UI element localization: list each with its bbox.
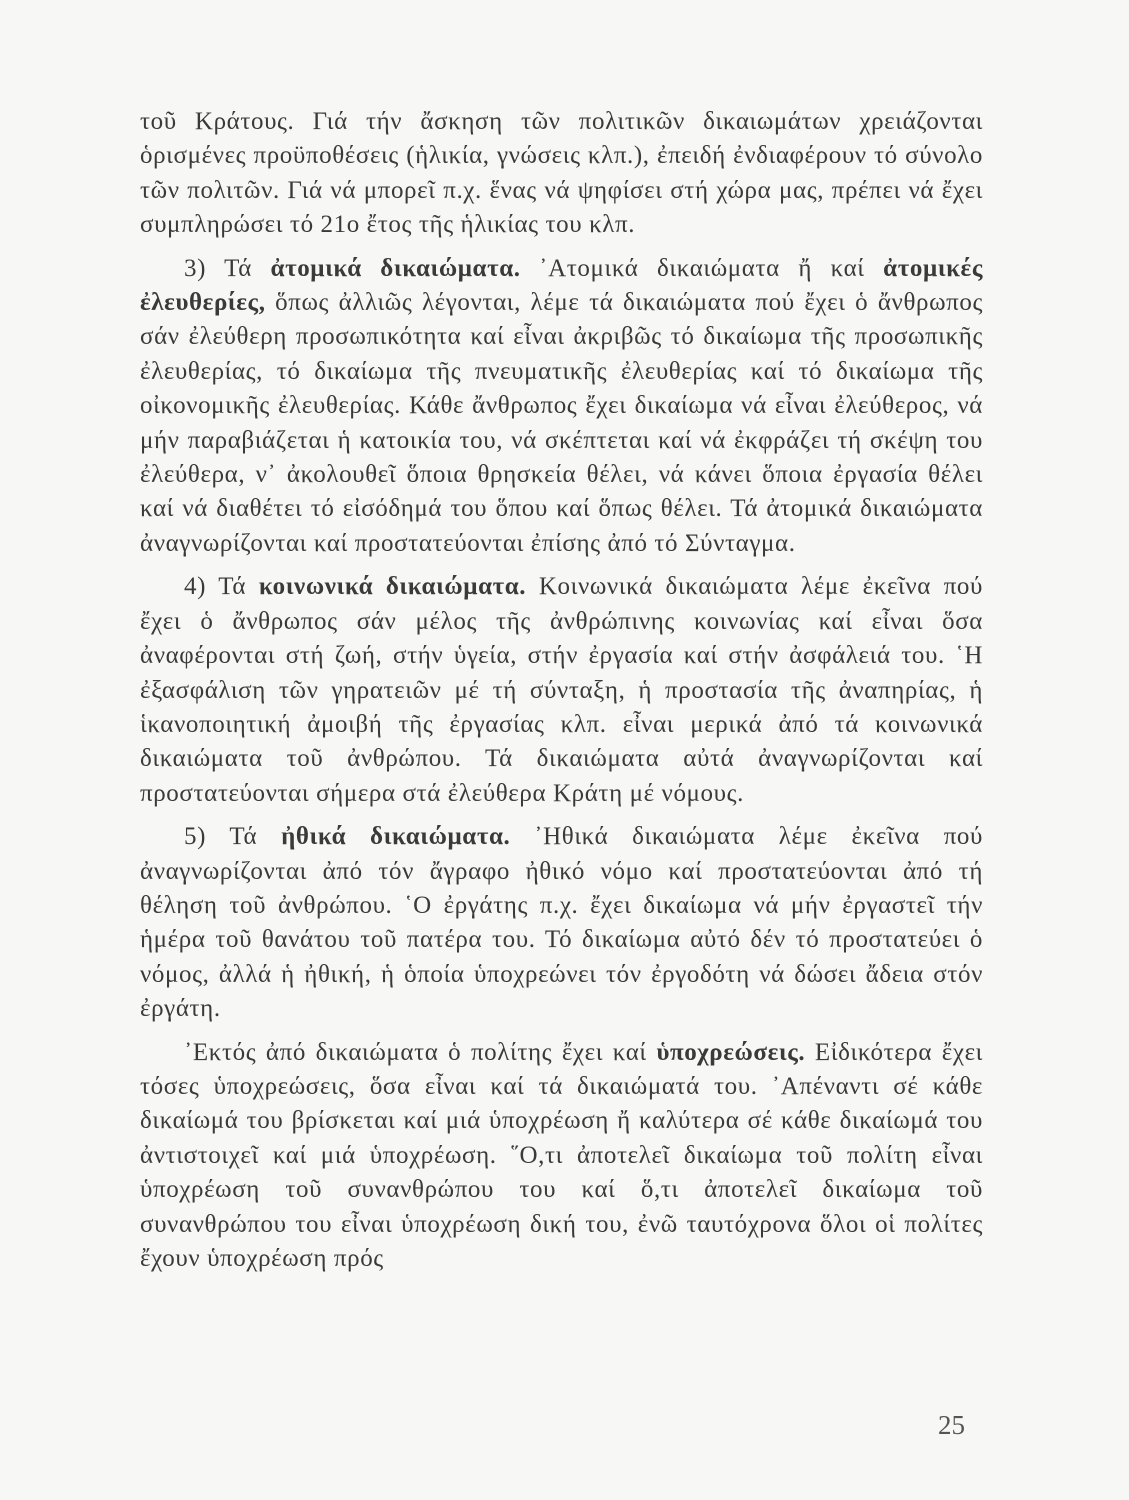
text-run: Κοινωνικά δικαιώματα λέμε ἐκεῖνα πού ἔχει ὁ ἄνθρωπος σάν μέλος τῆς ἀνθρώπινης κοινωνίας καί εἶναι ὅσα ἀναφέρονται στή ζωή, στήν ὑγεία, στήν ἐργασία καί στήν ἀσφάλειά του. ῾Η ἐξασφάλιση τῶν γηρατειῶν μέ τή σύνταξη, ἡ προστασία τῆς ἀναπηρίας, ἡ ἱκανοποιητική ἀμοιβή τῆς ἐργασίας κλπ. εἶναι μερικά ἀπό τά κοινωνικά δικαιώματα τοῦ ἀνθρώπου. Τά δικαιώματα αὐτά ἀναγνωρίζονται καί προστατεύονται σήμερα στά ἐλεύθερα Κράτη μέ νόμους. [140, 573, 983, 807]
paragraph-individual-rights [140, 252, 983, 562]
text-run: 3) Τά [184, 254, 271, 282]
term-individual-freedoms: ἀτομικές ἐλευθερίες, [140, 254, 983, 317]
text-run: ᾿Ατομικά δικαιώματα ἤ καί [520, 254, 884, 282]
text-run: Εἰδικότερα ἔχει τόσες ὑποχρεώσεις, ὅσα εἶναι καί τά δικαιώματά του. ᾿Απέναντι σέ κάθε δικαίωμά του βρίσκεται καί μιά ὑποχρέωση ἤ καλύτερα σέ κάθε δικαίωμά του ἀντιστοιχεῖ καί μιά ὑποχρέωση. ῞Ο,τι ἀποτελεῖ δικαίωμα τοῦ πολίτη εἶναι ὑποχρέωση τοῦ συνανθρώπου του καί ὅ,τι ἀποτελεῖ δικαίωμα τοῦ συνανθρώπου του εἶναι ὑποχρέωση δική του, ἐνῶ ταυτόχρονα ὅλοι οἱ πολίτες ἔχουν ὑποχρέωση πρός [140, 1038, 983, 1272]
body-text [140, 105, 983, 1285]
text-run: ὅπως ἀλλιῶς λέγονται, λέμε τά δικαιώματα πού ἔχει ὁ ἄνθρωπος σάν ἐλεύθερη προσωπικότητα καί εἶναι ἀκριβῶς τό δικαίωμα τῆς προσωπικῆς ἐλευθερίας, τό δικαίωμα τῆς πνευματικῆς ἐλευθερίας καί τό δικαίωμα τῆς οἰκονομικῆς ἐλευθερίας. Κάθε ἄνθρωπος ἔχει δικαίωμα νά εἶναι ἐλεύθερος, νά μήν παραβιάζεται ἡ κατοικία του, νά σκέπτεται καί νά ἐκφράζει τή σκέψη του ἐλεύθερα, ν᾿ ἀκολουθεῖ ὅποια θρησκεία θέλει, νά κάνει ὅποια ἐργασία θέλει καί νά διαθέτει τό εἰσόδημά του ὅπου καί ὅπως θέλει. Τά ἀτομικά δικαιώματα ἀναγνωρίζονται καί προστατεύονται ἐπίσης ἀπό τό Σύνταγμα. [140, 289, 983, 557]
term-obligations: ὑποχρεώσεις. [656, 1038, 806, 1066]
heading-individual-rights: ἀτομικά δικαιώματα. [270, 254, 521, 282]
text-run: 4) Τά [184, 573, 259, 601]
heading-social-rights: κοινωνικά δικαιώματα. [258, 573, 527, 601]
text-run: 5) Τά [184, 823, 282, 851]
paragraph-moral-rights [140, 820, 983, 1026]
page-number: 25 [938, 1410, 965, 1440]
text-run: τοῦ Κράτους. Γιά τήν ἄσκηση τῶν πολιτικῶν δικαιωμάτων χρειάζονται ὁρισμένες προϋποθέσεις (ἡλικία, γνώσεις κλπ.), ἐπειδή ἐνδιαφέρουν τό σύνολο τῶν πολιτῶν. Γιά νά μπορεῖ π.χ. ἕνας νά ψηφίσει στή χώρα μας, πρέπει νά ἔχει συμπληρώσει τό 21ο ἔτος τῆς ἡλικίας του κλπ. [140, 108, 983, 239]
paragraph-1 [140, 105, 983, 243]
text-run: ᾿Ηθικά δικαιώματα λέμε ἐκεῖνα πού ἀναγνωρίζονται ἀπό τόν ἄγραφο ἠθικό νόμο καί προστατεύονται ἀπό τή θέληση τοῦ ἀνθρώπου. ῾Ο ἐργάτης π.χ. ἔχει δικαίωμα νά μήν ἐργαστεῖ τήν ἡμέρα τοῦ θανάτου τοῦ πατέρα του. Τό δικαίωμα αὐτό δέν τό προστατεύει ὁ νόμος, ἀλλά ἡ ἠθική, ἡ ὁποία ὑποχρεώνει τόν ἐργοδότη νά δώσει ἄδεια στόν ἐργάτη. [140, 823, 984, 1023]
heading-moral-rights: ἠθικά δικαιώματα. [281, 823, 511, 851]
text-run: ᾿Εκτός ἀπό δικαιώματα ὁ πολίτης ἔχει καί [184, 1038, 657, 1066]
paragraph-social-rights [140, 570, 983, 811]
paragraph-obligations [140, 1036, 983, 1277]
